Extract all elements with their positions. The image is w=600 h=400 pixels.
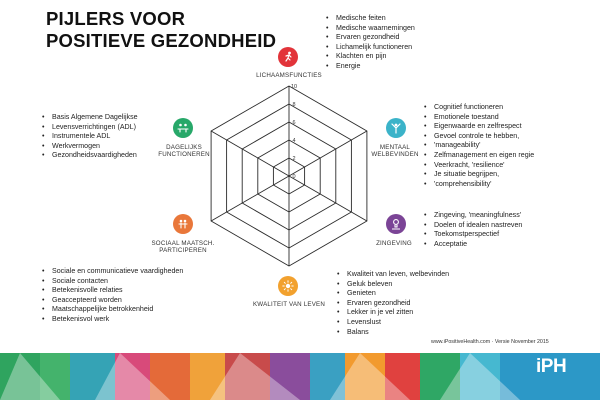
pillar-label-sociaal: SOCIAAL MAATSCH. PARTICIPEREN <box>151 240 215 255</box>
footer-note: www.iPositiveHealth.com · Versie November 2015 <box>431 339 549 345</box>
list-item: • Emotionele toestand <box>424 113 534 123</box>
radar-spoke <box>289 131 367 176</box>
lightbulb-person-icon <box>386 214 406 234</box>
list-item: • Levensverrichtingen (ADL) <box>42 123 138 133</box>
list-item: • Zingeving, 'meaningfulness' <box>424 211 522 221</box>
pillar-label-kwaliteit: KWALITEIT VAN LEVEN <box>252 301 326 308</box>
list-item: • Toekomstperspectief <box>424 230 522 240</box>
pillar-label-dagelijks: DAGELIJKS FUNCTIONEREN <box>158 144 210 159</box>
list-item: • Betekenisvol werk <box>42 315 183 325</box>
radar-spoke <box>289 176 367 221</box>
pillar-label-mentaal: MENTAAL WELBEVINDEN <box>371 144 419 159</box>
list-sociaal-participeren <box>42 267 183 325</box>
list-mentaal-welbevinden <box>424 103 534 189</box>
scale-tick-label: 0 <box>292 174 296 180</box>
list-item: • Instrumentele ADL <box>42 132 138 142</box>
list-item: • Basis Algemene Dagelijkse <box>42 113 138 123</box>
list-item: • Sociale en communicatieve vaardigheden <box>42 267 183 277</box>
list-item: • Medische feiten <box>326 14 415 24</box>
scale-tick-label: 2 <box>292 156 296 162</box>
list-item: • Geaccepteerd worden <box>42 296 183 306</box>
list-item: • Eigenwaarde en zelfrespect <box>424 122 534 132</box>
radar-spoke <box>211 176 289 221</box>
raised-arms-person-icon <box>386 118 406 138</box>
list-item: • Medische waarnemingen <box>326 24 415 34</box>
radar-spoke <box>211 131 289 176</box>
list-item: • Levenslust <box>337 318 449 328</box>
list-item: • Doelen of idealen nastreven <box>424 221 522 231</box>
list-item: • Energie <box>326 62 415 72</box>
scale-tick-label: 10 <box>290 84 298 90</box>
color-band <box>0 353 600 400</box>
list-item: • Sociale contacten <box>42 277 183 287</box>
list-item: • Balans <box>337 328 449 338</box>
list-item: • Lichamelijk functioneren <box>326 43 415 53</box>
list-item: • Gezondheidsvaardigheden <box>42 151 138 161</box>
list-item: • Maatschappelijke betrokkenheid <box>42 305 183 315</box>
list-item: • Ervaren gezondheid <box>326 33 415 43</box>
list-item: • Werkvermogen <box>42 142 138 152</box>
list-item: • Cognitief functioneren <box>424 103 534 113</box>
list-item: • Zelfmanagement en eigen regie <box>424 151 534 161</box>
list-item: • Veerkracht, 'resilience' <box>424 161 534 171</box>
scale-tick-label: 8 <box>292 102 296 108</box>
list-kwaliteit-van-leven <box>337 270 449 337</box>
sun-icon <box>278 276 298 296</box>
list-item: • 'comprehensibility' <box>424 180 534 190</box>
title-line-1: PIJLERS VOOR <box>46 8 186 29</box>
list-lichaamsfuncties <box>326 14 415 72</box>
list-item: • Kwaliteit van leven, welbevinden <box>337 270 449 280</box>
people-icon <box>173 214 193 234</box>
title-line-2: POSITIEVE GEZONDHEID <box>46 30 277 51</box>
desk-person-icon <box>173 118 193 138</box>
list-item: • Genieten <box>337 289 449 299</box>
list-item: • Acceptatie <box>424 240 522 250</box>
list-item: • Geluk beleven <box>337 280 449 290</box>
list-item: • Klachten en pijn <box>326 52 415 62</box>
list-item: • Betekenisvolle relaties <box>42 286 183 296</box>
running-person-icon <box>278 47 298 67</box>
pillar-label-zingeving: ZINGEVING <box>376 240 412 247</box>
list-item: • Je situatie begrijpen, <box>424 170 534 180</box>
list-item: • Gevoel controle te hebben, <box>424 132 534 142</box>
iph-logo: iPH <box>536 356 567 377</box>
scale-tick-label: 4 <box>292 138 296 144</box>
list-item: • Lekker in je vel zitten <box>337 308 449 318</box>
list-item: • Ervaren gezondheid <box>337 299 449 309</box>
list-zingeving <box>424 211 522 249</box>
list-item: • 'manageability' <box>424 141 534 151</box>
list-dagelijks-functioneren <box>42 113 138 161</box>
pillar-label-lichaamsfuncties: LICHAAMSFUNCTIES <box>256 72 322 79</box>
scale-tick-label: 6 <box>292 120 296 126</box>
